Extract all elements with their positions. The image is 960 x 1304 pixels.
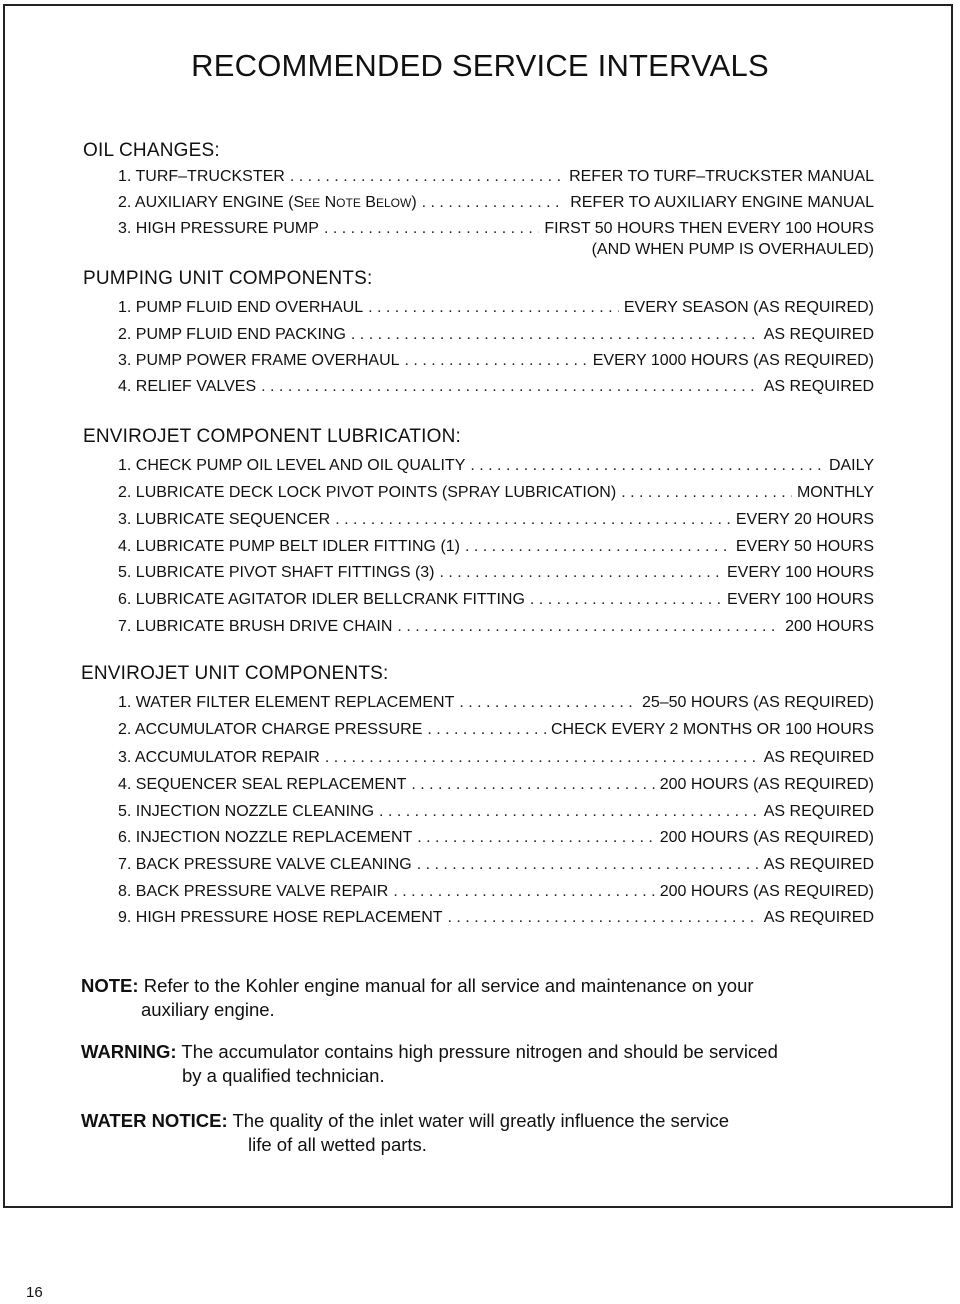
- page-number: 16: [26, 1284, 43, 1301]
- list-item: 3. LUBRICATE SEQUENCER . . . EVERY 20 HOURS: [118, 511, 874, 533]
- warning-block: WARNING: The accumulator contains high pressure nitrogen and should be serviced by a qualified technician.: [81, 1041, 778, 1086]
- list-item: 3. HIGH PRESSURE PUMP . . . FIRST 50 HOURS THEN EVERY 100 HOURS: [118, 220, 874, 242]
- list-item: 3. ACCUMULATOR REPAIR . . . AS REQUIRED: [118, 749, 874, 771]
- auxiliary-engine-label: 2. AUXILIARY ENGINE (SEE NOTE BELOW): [118, 194, 417, 211]
- list-item: 2. LUBRICATE DECK LOCK PIVOT POINTS (SPRAY LUBRICATION) . . . MONTHLY: [118, 484, 874, 506]
- unit-components-heading: ENVIROJET UNIT COMPONENTS:: [81, 663, 389, 684]
- water-notice-label: WATER NOTICE:: [81, 1110, 228, 1131]
- list-item: 1. WATER FILTER ELEMENT REPLACEMENT . . . 25–50 HOURS (AS REQUIRED): [118, 694, 874, 716]
- list-item: 1. TURF–TRUCKSTER . . . REFER TO TURF–TRUCKSTER MANUAL: [118, 168, 874, 190]
- list-item: 5. LUBRICATE PIVOT SHAFT FITTINGS (3) . . . EVERY 100 HOURS: [118, 564, 874, 586]
- oil-changes-heading: OIL CHANGES:: [83, 140, 220, 161]
- list-item: 1. PUMP FLUID END OVERHAUL . . . EVERY SEASON (AS REQUIRED): [118, 299, 874, 321]
- list-item: 2. ACCUMULATOR CHARGE PRESSURE . . . CHECK EVERY 2 MONTHS OR 100 HOURS: [118, 721, 874, 743]
- page-title: RECOMMENDED SERVICE INTERVALS: [191, 48, 769, 83]
- list-item: 2. AUXILIARY ENGINE (SEE NOTE BELOW) . . . REFER TO AUXILIARY ENGINE MANUAL: [118, 194, 874, 216]
- list-item: 4. LUBRICATE PUMP BELT IDLER FITTING (1) . . . EVERY 50 HOURS: [118, 538, 874, 560]
- list-item: 1. CHECK PUMP OIL LEVEL AND OIL QUALITY . . . DAILY: [118, 457, 874, 479]
- list-item: 2. PUMP FLUID END PACKING . . . AS REQUIRED: [118, 326, 874, 348]
- list-item: 4. SEQUENCER SEAL REPLACEMENT . . . 200 HOURS (AS REQUIRED): [118, 776, 874, 798]
- list-item-continuation: (AND WHEN PUMP IS OVERHAULED): [591, 241, 874, 258]
- lubrication-heading: ENVIROJET COMPONENT LUBRICATION:: [83, 426, 462, 447]
- list-item: 6. INJECTION NOZZLE REPLACEMENT . . . 200 HOURS (AS REQUIRED): [118, 829, 874, 851]
- list-item: 7. BACK PRESSURE VALVE CLEANING . . . AS REQUIRED: [118, 856, 874, 878]
- list-item: 5. INJECTION NOZZLE CLEANING . . . AS REQUIRED: [118, 803, 874, 825]
- list-item: 3. PUMP POWER FRAME OVERHAUL . . . EVERY 1000 HOURS (AS REQUIRED): [118, 352, 874, 374]
- list-item: 4. RELIEF VALVES . . . AS REQUIRED: [118, 378, 874, 400]
- list-item: 9. HIGH PRESSURE HOSE REPLACEMENT . . . AS REQUIRED: [118, 909, 874, 931]
- note-label: NOTE:: [81, 975, 139, 996]
- list-item: 6. LUBRICATE AGITATOR IDLER BELLCRANK FITTING . . . EVERY 100 HOURS: [118, 591, 874, 613]
- list-item: 7. LUBRICATE BRUSH DRIVE CHAIN . . . 200 HOURS: [118, 618, 874, 640]
- list-item: 8. BACK PRESSURE VALVE REPAIR . . . 200 HOURS (AS REQUIRED): [118, 883, 874, 905]
- pumping-unit-heading: PUMPING UNIT COMPONENTS:: [83, 268, 373, 289]
- warning-label: WARNING:: [81, 1041, 177, 1062]
- note-block: NOTE: Refer to the Kohler engine manual for all service and maintenance on your auxiliary engine.: [81, 975, 754, 1020]
- water-notice-block: WATER NOTICE: The quality of the inlet water will greatly influence the service life of all wetted parts.: [81, 1110, 730, 1155]
